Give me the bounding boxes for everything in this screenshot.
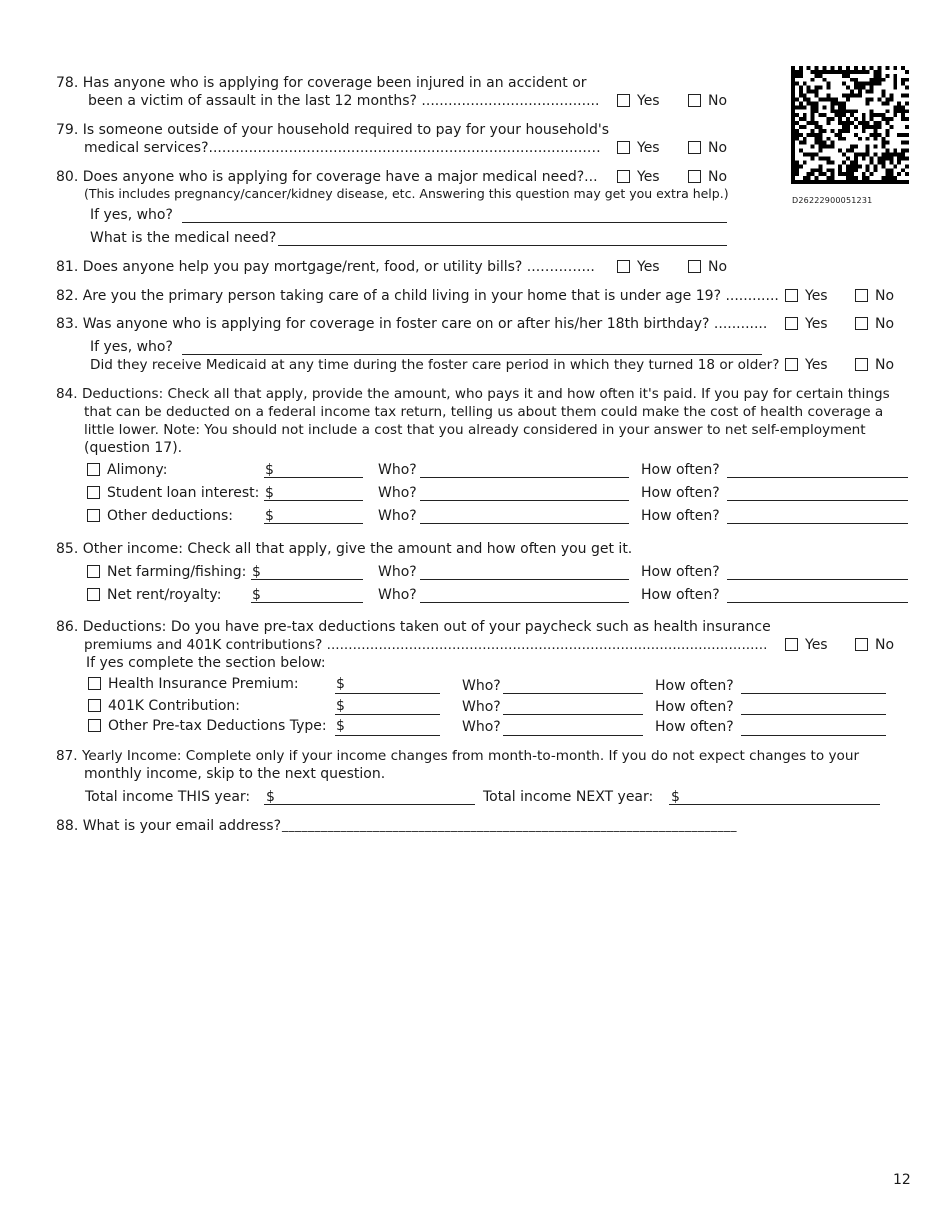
q80-if-yes-who-label: If yes, who?: [90, 207, 173, 223]
q81-yes-checkbox[interactable]: [617, 260, 630, 273]
q78-line2: been a victim of assault in the last 12 months? ........................................: [88, 93, 600, 109]
q85-farming-who-field[interactable]: [420, 579, 629, 580]
q84-line1: 84. Deductions: Check all that apply, provide the amount, who pays it and how often it's paid. If you pay for certain things: [56, 386, 890, 402]
q86-other-pretax-how-often-label: How often?: [655, 719, 734, 735]
q80-no-checkbox[interactable]: [688, 170, 701, 183]
q85-farming-amount-field[interactable]: [251, 579, 363, 580]
q79-yes-checkbox[interactable]: [617, 141, 630, 154]
q86-health-premium-who-field[interactable]: [503, 693, 643, 694]
q86-other-pretax-checkbox[interactable]: [88, 719, 101, 732]
q83-no-checkbox[interactable]: [855, 317, 868, 330]
q87-next-year-field[interactable]: [669, 804, 880, 805]
q86-401k-how-often-label: How often?: [655, 699, 734, 715]
q84-other-deductions-how-often-label: How often?: [641, 508, 720, 524]
q86-other-pretax-who-field[interactable]: [503, 735, 643, 736]
q86-other-pretax-label: Other Pre-tax Deductions Type:: [108, 718, 327, 734]
q83-yes-checkbox[interactable]: [785, 317, 798, 330]
q84-other-deductions-who-label: Who?: [378, 508, 417, 524]
q88-text: 88. What is your email address?: [56, 818, 282, 834]
q86-401k-how-often-field[interactable]: [741, 714, 886, 715]
q79-yes-label: Yes: [637, 140, 660, 156]
q81-no-label: No: [708, 259, 728, 275]
q82-no-checkbox[interactable]: [855, 289, 868, 302]
q79-line1: 79. Is someone outside of your household required to pay for your household's: [56, 122, 610, 138]
q86-other-pretax-dollar: $: [336, 718, 345, 734]
q86-health-premium-dollar: $: [336, 676, 345, 692]
q83-text: 83. Was anyone who is applying for coverage in foster care on or after his/her 18th birthday? ............: [56, 316, 768, 332]
q86-no-checkbox[interactable]: [855, 638, 868, 651]
q86-yes-label: Yes: [805, 637, 828, 653]
q87-this-year-dollar: $: [266, 789, 275, 805]
q86-health-premium-how-often-field[interactable]: [741, 693, 886, 694]
q84-student-loan-label: Student loan interest:: [107, 485, 260, 501]
q80-note: (This includes pregnancy/cancer/kidney disease, etc. Answering this question may get you extra help.): [84, 186, 729, 201]
q86-health-premium-label: Health Insurance Premium:: [108, 676, 299, 692]
q81-yes-label: Yes: [637, 259, 660, 275]
q80-medical-need-label: What is the medical need?: [90, 230, 277, 246]
q83-medicaid-question: Did they receive Medicaid at any time during the foster care period in which they turned 18 or older?: [90, 357, 780, 373]
page-number: 12: [893, 1172, 911, 1188]
q84-student-loan-dollar: $: [265, 485, 274, 501]
q87-this-year-field[interactable]: [264, 804, 475, 805]
q87-this-year-label: Total income THIS year:: [85, 789, 251, 805]
q85-rent-checkbox[interactable]: [87, 588, 100, 601]
q83-no-label: No: [875, 316, 895, 332]
barcode-image: [790, 66, 910, 184]
q86-401k-dollar: $: [336, 698, 345, 714]
q86-health-premium-amount-field[interactable]: [335, 693, 440, 694]
q84-student-loan-checkbox[interactable]: [87, 486, 100, 499]
q84-other-deductions-who-field[interactable]: [420, 523, 629, 524]
q87-next-year-label: Total income NEXT year:: [483, 789, 654, 805]
q87-line1: 87. Yearly Income: Complete only if your income changes from month-to-month. If you do not expect changes to your: [56, 748, 860, 764]
q86-line3: If yes complete the section below:: [86, 655, 326, 671]
q84-alimony-amount-field[interactable]: [264, 477, 363, 478]
q87-next-year-dollar: $: [671, 789, 680, 805]
q78-yes-label: Yes: [637, 93, 660, 109]
q84-alimony-who-field[interactable]: [420, 477, 629, 478]
q84-other-deductions-how-often-field[interactable]: [727, 523, 908, 524]
q79-line2: medical services?.....................................................................................…: [84, 140, 601, 156]
q85-rent-how-often-field[interactable]: [727, 602, 908, 603]
q80-yes-label: Yes: [637, 169, 660, 185]
q85-rent-label: Net rent/royalty:: [107, 587, 222, 603]
q81-no-checkbox[interactable]: [688, 260, 701, 273]
q84-alimony-who-label: Who?: [378, 462, 417, 478]
q85-farming-how-often-field[interactable]: [727, 579, 908, 580]
q84-alimony-label: Alimony:: [107, 462, 168, 478]
q83-if-yes-who-label: If yes, who?: [90, 339, 173, 355]
q84-student-loan-how-often-label: How often?: [641, 485, 720, 501]
q84-student-loan-who-label: Who?: [378, 485, 417, 501]
q80-medical-need-field[interactable]: [278, 245, 727, 246]
q84-alimony-how-often-label: How often?: [641, 462, 720, 478]
q86-other-pretax-who-label: Who?: [462, 719, 501, 735]
q85-rent-who-label: Who?: [378, 587, 417, 603]
q86-401k-label: 401K Contribution:: [108, 698, 240, 714]
q86-line1: 86. Deductions: Do you have pre-tax deductions taken out of your paycheck such as health insurance: [56, 619, 771, 635]
q84-other-deductions-label: Other deductions:: [107, 508, 233, 524]
q79-no-checkbox[interactable]: [688, 141, 701, 154]
q82-yes-checkbox[interactable]: [785, 289, 798, 302]
q80-no-label: No: [708, 169, 728, 185]
q85-farming-dollar: $: [252, 564, 261, 580]
q83-medicaid-yes-checkbox[interactable]: [785, 358, 798, 371]
q83-who-field[interactable]: [182, 354, 762, 355]
q85-rent-how-often-label: How often?: [641, 587, 720, 603]
q85-rent-amount-field[interactable]: [251, 602, 363, 603]
q79-no-label: No: [708, 140, 728, 156]
q78-line1: 78. Has anyone who is applying for coverage been injured in an accident or: [56, 75, 587, 91]
q83-medicaid-yes-label: Yes: [805, 357, 828, 373]
q85-farming-checkbox[interactable]: [87, 565, 100, 578]
q82-yes-label: Yes: [805, 288, 828, 304]
q83-yes-label: Yes: [805, 316, 828, 332]
q85-text: 85. Other income: Check all that apply, give the amount and how often you get it.: [56, 541, 633, 557]
q84-alimony-how-often-field[interactable]: [727, 477, 908, 478]
q86-no-label: No: [875, 637, 895, 653]
q86-401k-who-label: Who?: [462, 699, 501, 715]
q86-401k-amount-field[interactable]: [335, 714, 440, 715]
q84-student-loan-who-field[interactable]: [420, 500, 629, 501]
q82-text: 82. Are you the primary person taking care of a child living in your home that is under age 19? ............: [56, 288, 779, 304]
q80-yes-checkbox[interactable]: [617, 170, 630, 183]
q84-other-deductions-dollar: $: [265, 508, 274, 524]
q84-line4: (question 17).: [84, 440, 183, 456]
q84-line2: that can be deducted on a federal income tax return, telling us about them could make the cost of health coverage a: [84, 404, 884, 420]
q83-medicaid-no-checkbox[interactable]: [855, 358, 868, 371]
q86-line2: premiums and 401K contributions? ......................................................................................................: [84, 637, 768, 653]
q86-health-premium-checkbox[interactable]: [88, 677, 101, 690]
q80-who-field[interactable]: [182, 222, 727, 223]
barcode-id: D26222900051231: [792, 196, 873, 205]
q78-yes-checkbox[interactable]: [617, 94, 630, 107]
q88-email-field[interactable]: ______________________________________________________________________: [282, 818, 737, 832]
q86-health-premium-who-label: Who?: [462, 678, 501, 694]
q78-no-label: No: [708, 93, 728, 109]
q87-line2: monthly income, skip to the next question.: [84, 766, 386, 782]
q84-other-deductions-amount-field[interactable]: [264, 523, 363, 524]
q85-rent-who-field[interactable]: [420, 602, 629, 603]
q78-no-checkbox[interactable]: [688, 94, 701, 107]
q86-other-pretax-amount-field[interactable]: [335, 735, 440, 736]
q85-farming-how-often-label: How often?: [641, 564, 720, 580]
q84-student-loan-amount-field[interactable]: [264, 500, 363, 501]
q84-alimony-dollar: $: [265, 462, 274, 478]
q85-rent-dollar: $: [252, 587, 261, 603]
q80-line1: 80. Does anyone who is applying for coverage have a major medical need?...: [56, 169, 598, 185]
q84-other-deductions-checkbox[interactable]: [87, 509, 100, 522]
q81-text: 81. Does anyone help you pay mortgage/rent, food, or utility bills? ...…..…....: [56, 259, 595, 275]
q85-farming-label: Net farming/fishing:: [107, 564, 247, 580]
q84-student-loan-how-often-field[interactable]: [727, 500, 908, 501]
q84-alimony-checkbox[interactable]: [87, 463, 100, 476]
q86-401k-who-field[interactable]: [503, 714, 643, 715]
q83-medicaid-no-label: No: [875, 357, 895, 373]
q82-no-label: No: [875, 288, 895, 304]
q84-line3: little lower. Note: You should not include a cost that you already considered in your answer to net self-employment: [84, 422, 866, 438]
q86-yes-checkbox[interactable]: [785, 638, 798, 651]
q86-401k-checkbox[interactable]: [88, 699, 101, 712]
q85-farming-who-label: Who?: [378, 564, 417, 580]
q86-health-premium-how-often-label: How often?: [655, 678, 734, 694]
q86-other-pretax-how-often-field[interactable]: [741, 735, 886, 736]
